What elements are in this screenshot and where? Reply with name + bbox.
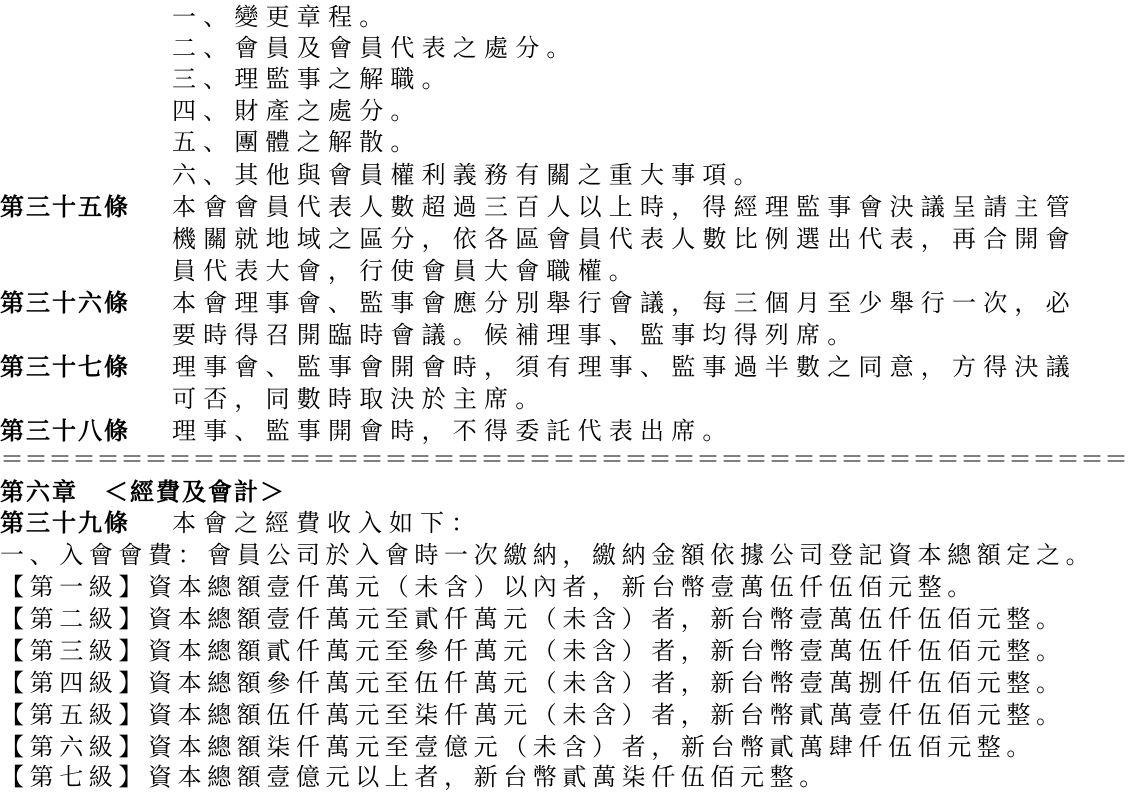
fee-level-3: 【第三級】資本總額貳仟萬元至參仟萬元（未含）者，新台幣壹萬伍仟伍佰元整。 [0, 637, 1066, 665]
article-38-line-1: 理事、監事開會時，不得委託代表出席。 [172, 417, 734, 445]
fee-level-7: 【第七級】資本總額壹億元以上者，新台幣貳萬柒仟伍佰元整。 [0, 763, 829, 791]
article-36-line-1: 本會理事會、監事會應分別舉行會議，每三個月至少舉行一次，必 [172, 289, 1077, 317]
chapter-heading: 第六章 ＜經費及會計＞ [0, 478, 286, 506]
fee-level-1: 【第一級】資本總額壹仟萬元（未含）以內者，新台幣壹萬伍仟伍佰元整。 [0, 573, 977, 601]
item-6: 六、其他與會員權利義務有關之重大事項。 [172, 161, 765, 189]
item-5: 五、團體之解散。 [172, 128, 422, 156]
article-39-line-1: 本會之經費收入如下： [172, 509, 482, 537]
article-38-label: 第三十八條 [0, 417, 130, 445]
item-4: 四、財產之處分。 [172, 97, 422, 125]
article-35-label: 第三十五條 [0, 193, 130, 221]
fee-level-6: 【第六級】資本總額柒仟萬元至壹億元（未含）者，新台幣貳萬肆仟伍佰元整。 [0, 733, 1036, 761]
article-37-label: 第三十七條 [0, 353, 130, 381]
entrance-fee-intro: 一、入會會費：會員公司於入會時一次繳納，繳納金額依據公司登記資本總額定之。 [0, 541, 1096, 569]
fee-level-2: 【第二級】資本總額壹仟萬元至貳仟萬元（未含）者，新台幣壹萬伍仟伍佰元整。 [0, 605, 1066, 633]
fee-level-5: 【第五級】資本總額伍仟萬元至柒仟萬元（未含）者，新台幣貳萬壹仟伍佰元整。 [0, 701, 1066, 729]
article-36-label: 第三十六條 [0, 289, 130, 317]
article-37-line-1: 理事會、監事會開會時，須有理事、監事過半數之同意，方得決議 [172, 353, 1077, 381]
separator-rule: ＝＝＝＝＝＝＝＝＝＝＝＝＝＝＝＝＝＝＝＝＝＝＝＝＝＝＝＝＝＝＝＝＝＝＝＝＝＝＝＝＝＝＝＝＝＝＝ [0, 445, 1128, 473]
article-35-line-1: 本會會員代表人數超過三百人以上時，得經理監事會決議呈請主管 [172, 193, 1077, 221]
item-3: 三、理監事之解職。 [172, 65, 453, 93]
item-1: 一、變更章程。 [172, 3, 391, 31]
item-2: 二、會員及會員代表之處分。 [172, 34, 578, 62]
article-35-line-2: 機關就地域之區分，依各區會員代表人數比例選出代表，再合開會 [172, 225, 1077, 253]
article-36-line-2: 要時得召開臨時會議。候補理事、監事均得列席。 [172, 321, 859, 349]
article-35-line-3: 員代表大會，行使會員大會職權。 [172, 257, 640, 285]
article-39-label: 第三十九條 [0, 509, 130, 537]
fee-level-4: 【第四級】資本總額參仟萬元至伍仟萬元（未含）者，新台幣壹萬捌仟伍佰元整。 [0, 669, 1066, 697]
article-37-line-2: 可否，同數時取決於主席。 [172, 385, 547, 413]
